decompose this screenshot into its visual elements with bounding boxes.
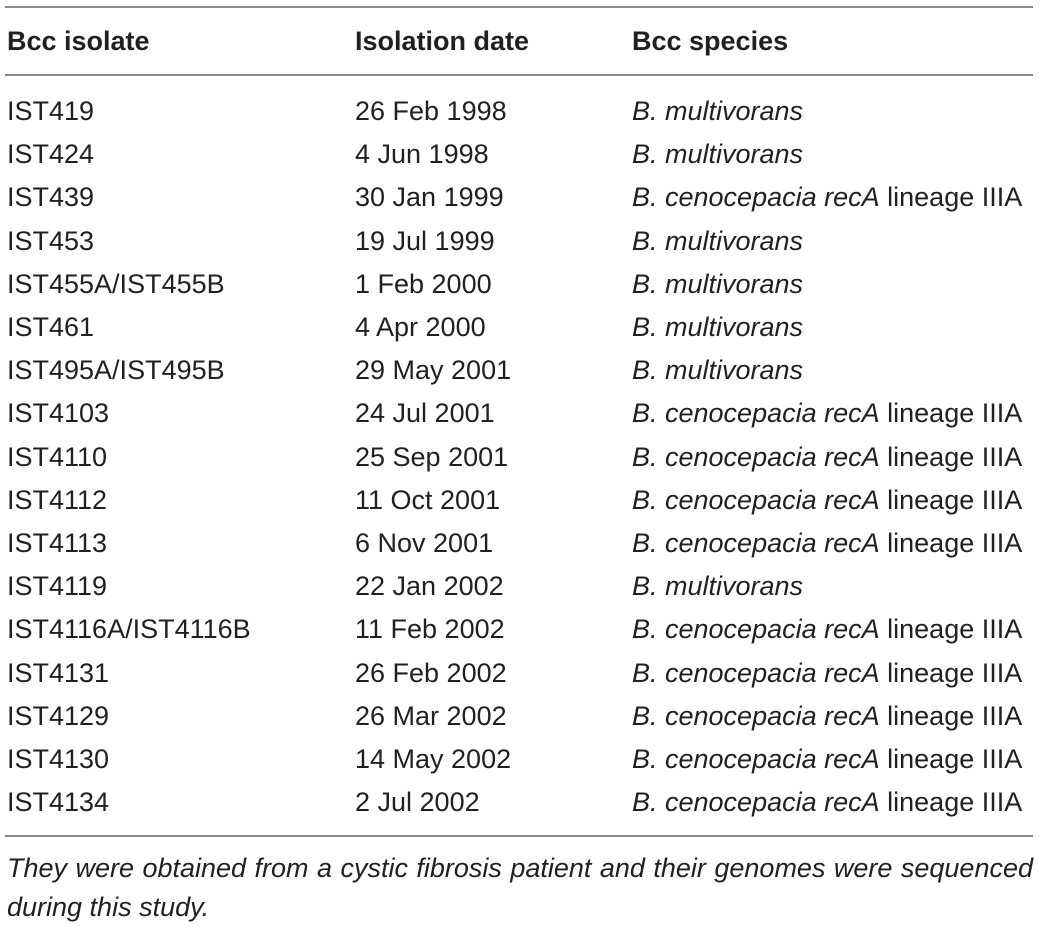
cell-isolate: IST4119 — [7, 571, 108, 602]
cell-species — [632, 442, 1033, 473]
cell-date: 19 Jul 1999 — [355, 225, 495, 256]
cell-species — [632, 269, 1033, 300]
cell-species — [632, 312, 1033, 343]
species-name: B. multivorans — [632, 312, 804, 343]
cell-date: 4 Jun 1998 — [355, 139, 489, 170]
header-isolate: Bcc isolate — [7, 25, 150, 56]
table-row — [5, 90, 1033, 133]
table-row — [5, 392, 1033, 435]
species-lineage: lineage IIIA — [879, 484, 1023, 515]
cell-species — [632, 744, 1033, 775]
species-lineage: lineage IIIA — [879, 398, 1023, 429]
species-name: B. cenocepacia recA — [632, 527, 880, 558]
cell-species — [632, 571, 1033, 602]
species-name: B. cenocepacia recA — [632, 441, 880, 472]
species-name: B. multivorans — [632, 139, 804, 170]
table-row — [5, 695, 1033, 738]
table-row — [5, 608, 1033, 651]
table-body — [5, 76, 1033, 835]
species-lineage: lineage IIIA — [879, 527, 1023, 558]
cell-species — [632, 182, 1033, 213]
cell-date: 14 May 2002 — [355, 743, 512, 774]
cell-date: 25 Sep 2001 — [355, 441, 509, 472]
species-name: B. cenocepacia recA — [632, 484, 880, 515]
cell-date: 26 Mar 2002 — [355, 700, 507, 731]
cell-isolate: IST4131 — [7, 657, 110, 688]
cell-date: 11 Oct 2001 — [355, 484, 501, 515]
species-name: B. multivorans — [632, 268, 804, 299]
table-row — [5, 738, 1033, 781]
table-row — [5, 133, 1033, 176]
cell-isolate: IST439 — [7, 182, 95, 213]
cell-date: 11 Feb 2002 — [355, 614, 505, 645]
table-row — [5, 220, 1033, 263]
cell-isolate: IST4112 — [7, 484, 108, 515]
species-name: B. multivorans — [632, 225, 804, 256]
isolates-table — [5, 6, 1033, 927]
species-name: B. cenocepacia recA — [632, 700, 880, 731]
species-lineage: lineage IIIA — [879, 182, 1023, 213]
cell-isolate: IST424 — [7, 139, 95, 170]
cell-species — [632, 614, 1033, 645]
species-name: B. cenocepacia recA — [632, 182, 880, 213]
table-row — [5, 263, 1033, 306]
species-lineage: lineage IIIA — [879, 657, 1023, 688]
table-header — [5, 8, 1033, 74]
header-date: Isolation date — [355, 25, 530, 56]
species-lineage: lineage IIIA — [879, 614, 1023, 645]
cell-isolate: IST453 — [7, 225, 95, 256]
cell-date: 2 Jul 2002 — [355, 787, 480, 818]
species-name: B. cenocepacia recA — [632, 398, 880, 429]
species-lineage: lineage IIIA — [879, 700, 1023, 731]
cell-date: 6 Nov 2001 — [355, 527, 494, 558]
cell-species — [632, 787, 1033, 818]
cell-date: 26 Feb 1998 — [355, 96, 507, 127]
cell-species — [632, 226, 1033, 257]
table-row — [5, 436, 1033, 479]
cell-species — [632, 658, 1033, 689]
table-row — [5, 306, 1033, 349]
table-row — [5, 651, 1033, 694]
species-lineage: lineage IIIA — [879, 787, 1023, 818]
table-row — [5, 479, 1033, 522]
species-lineage: lineage IIIA — [879, 441, 1023, 472]
cell-isolate: IST495A/IST495B — [7, 355, 225, 386]
cell-species — [632, 96, 1033, 127]
cell-date: 1 Feb 2000 — [355, 268, 492, 299]
cell-date: 22 Jan 2002 — [355, 571, 504, 602]
table-row — [5, 781, 1033, 824]
cell-isolate: IST4110 — [7, 441, 108, 472]
cell-isolate: IST455A/IST455B — [7, 268, 225, 299]
species-lineage: lineage IIIA — [879, 743, 1023, 774]
species-name: B. cenocepacia recA — [632, 787, 880, 818]
species-name: B. multivorans — [632, 355, 804, 386]
cell-isolate: IST419 — [7, 96, 95, 127]
cell-species — [632, 528, 1033, 559]
table-row — [5, 522, 1033, 565]
species-name: B. cenocepacia recA — [632, 743, 880, 774]
cell-species — [632, 485, 1033, 516]
cell-isolate: IST4129 — [7, 700, 110, 731]
cell-species — [632, 139, 1033, 170]
cell-isolate: IST461 — [7, 312, 95, 343]
cell-date: 24 Jul 2001 — [355, 398, 495, 429]
species-name: B. cenocepacia recA — [632, 614, 880, 645]
cell-species — [632, 355, 1033, 386]
cell-isolate: IST4113 — [7, 527, 108, 558]
header-species: Bcc species — [632, 25, 789, 56]
cell-species — [632, 398, 1033, 429]
cell-isolate: IST4103 — [7, 398, 110, 429]
table-row — [5, 565, 1033, 608]
species-name: B. cenocepacia recA — [632, 657, 880, 688]
cell-species — [632, 701, 1033, 732]
cell-date: 30 Jan 1999 — [355, 182, 504, 213]
cell-date: 26 Feb 2002 — [355, 657, 507, 688]
cell-isolate: IST4116A/IST4116B — [7, 614, 251, 645]
cell-date: 4 Apr 2000 — [355, 312, 486, 343]
table-row — [5, 176, 1033, 219]
species-name: B. multivorans — [632, 96, 804, 127]
table-footnote: They were obtained from a cystic fibrosis patient and their genomes were sequenced during this study. — [7, 853, 1033, 923]
cell-date: 29 May 2001 — [355, 355, 512, 386]
cell-isolate: IST4134 — [7, 787, 110, 818]
table-row — [5, 349, 1033, 392]
cell-isolate: IST4130 — [7, 743, 110, 774]
species-name: B. multivorans — [632, 571, 804, 602]
